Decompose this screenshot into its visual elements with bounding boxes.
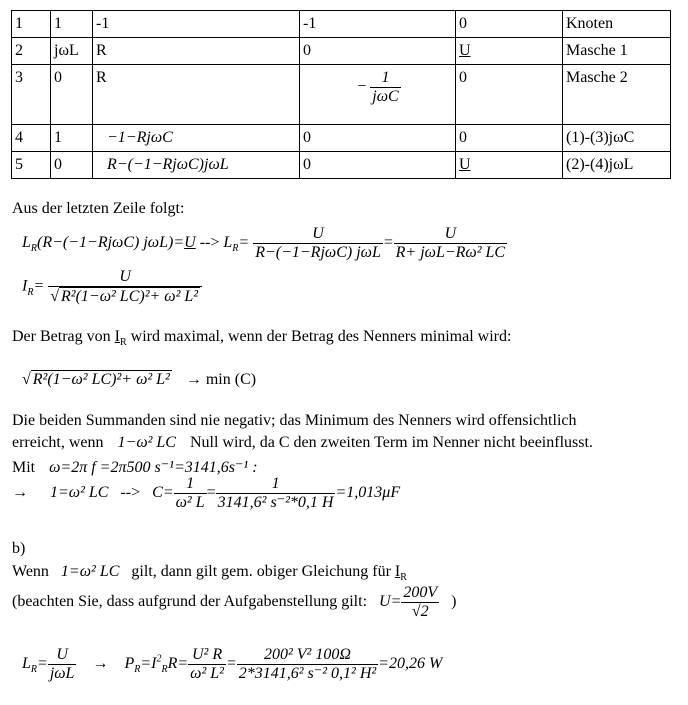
table-cell: 0	[51, 65, 93, 125]
fraction	[394, 225, 507, 262]
min-condition	[22, 370, 256, 389]
frac-den: ω² L	[175, 493, 205, 511]
frac-den: ω² L²	[190, 664, 224, 682]
fraction	[216, 475, 336, 512]
table-cell: -1	[93, 11, 300, 38]
eq-symbol: I	[22, 277, 28, 295]
text-expr: 1−ω² LC	[117, 434, 176, 451]
frac-num: 1	[174, 475, 207, 494]
table-cell	[300, 65, 456, 125]
text-expr: ω=2π f =2π500 s⁻¹=3141,6s⁻¹ :	[49, 459, 258, 476]
fraction	[174, 475, 207, 512]
sqrt-expr: R²(1−ω² LC)²+ ω² L²	[32, 371, 170, 388]
table-cell: R	[93, 65, 300, 125]
table-cell: 2	[12, 38, 51, 65]
table-cell: (2)-(4)jωL	[563, 152, 671, 179]
table-cell: R	[93, 38, 300, 65]
table-row	[12, 125, 671, 152]
table-cell: Masche 1	[563, 38, 671, 65]
eq-symbol: L	[22, 655, 31, 672]
eq-sub: R	[232, 243, 239, 255]
table-cell: Masche 2	[563, 65, 671, 125]
eq-part: =	[238, 234, 250, 251]
text-part: erreicht, wenn	[12, 434, 104, 451]
table-row	[12, 11, 671, 38]
eq-part: =	[206, 484, 216, 501]
paragraph-1	[12, 328, 512, 349]
equation-1	[22, 224, 507, 262]
frac-den: jωL	[49, 664, 75, 682]
text-part: gilt, dann gilt gem. obiger Gleichung für	[131, 563, 391, 580]
sqrt-expr: R²(1−ω² LC)²+ ω² L²	[61, 288, 199, 305]
equation-table	[11, 10, 671, 179]
text-part: Mit	[12, 459, 36, 476]
section-b-line-2	[12, 582, 456, 622]
text-part: wird maximal, wenn der Betrag des Nenners minimal wird:	[126, 328, 512, 345]
frac-den: R+ jωL−Rω² LC	[395, 243, 506, 261]
table-cell: (1)-(3)jωC	[563, 125, 671, 152]
frac-num: 200V	[403, 583, 438, 601]
section-b-label: b)	[12, 540, 26, 557]
eq-sub: R	[30, 664, 38, 676]
sqrt-icon: √	[22, 371, 31, 388]
frac-den: 2*3141,6² s⁻² 0,1² H²	[238, 664, 377, 682]
table-cell: 0	[51, 152, 93, 179]
table-cell: -1	[300, 11, 456, 38]
table-cell: 0	[300, 125, 456, 152]
text-part: (beachten Sie, dass aufgrund der Aufgabenstellung gilt:	[12, 593, 368, 610]
table-row	[12, 152, 671, 179]
frac-den: 3141,6² s⁻²*0,1 H	[217, 493, 334, 511]
eq-part: R=	[167, 655, 189, 672]
fraction	[237, 646, 378, 683]
eq-sub: R	[134, 664, 141, 676]
eq-part: =	[382, 234, 394, 251]
frac-num: 1	[216, 475, 336, 494]
arrow: -->	[199, 234, 220, 251]
fraction	[48, 646, 77, 683]
section-b-line-1	[12, 563, 407, 584]
fraction	[48, 268, 202, 306]
min-text: → min (C)	[185, 371, 257, 388]
frac-num: U	[48, 646, 77, 665]
text-part: )	[451, 593, 457, 610]
table-row	[12, 65, 671, 125]
table-cell: 0	[300, 152, 456, 179]
eq-part: =	[33, 277, 45, 295]
table-cell: −1−RjωC	[93, 125, 300, 152]
table-cell: 0	[456, 65, 563, 125]
frac-num: 200² V² 100Ω	[237, 646, 378, 665]
frac-num: 1	[370, 69, 400, 88]
eq-part: C=	[152, 484, 174, 501]
table-cell: 3	[12, 65, 51, 125]
fraction	[253, 225, 383, 262]
table-row	[12, 38, 671, 65]
arrow: -->	[120, 484, 141, 501]
table-cell: jωL	[51, 38, 93, 65]
paragraph-2-line-1: Die beiden Summanden sind nie negativ; das Minimum des Nenners wird offensichtlich	[12, 412, 577, 429]
table-cell: 0	[456, 11, 563, 38]
arrow: →	[12, 484, 28, 501]
text-sub: R	[400, 572, 407, 584]
result-value: =20,26 W	[378, 655, 443, 672]
text-sub: R	[119, 337, 127, 349]
frac-den: R−(−1−RjωC) jωL	[255, 243, 381, 261]
table-cell: 5	[12, 152, 51, 179]
eq-part: =	[225, 655, 237, 672]
table-cell: 0	[300, 38, 456, 65]
eq-part: (R−(−1−RjωC) jωL)=	[37, 234, 185, 251]
table-cell: 1	[51, 11, 93, 38]
frac-num: U	[394, 225, 507, 244]
eq-part: U=	[379, 593, 402, 610]
text-expr: 1=ω² LC	[60, 563, 120, 580]
fraction	[401, 584, 439, 621]
text-part: I	[394, 563, 401, 580]
eq-sub: R	[27, 286, 34, 298]
equation-2	[22, 268, 202, 306]
table-cell: 0	[456, 125, 563, 152]
fraction	[188, 646, 226, 683]
eq-symbol: P	[124, 655, 135, 672]
fraction	[370, 69, 400, 106]
table-cell: U	[456, 152, 563, 179]
paragraph-2-line-2	[12, 434, 593, 452]
text-part: I	[114, 328, 120, 345]
eq-sub: R	[30, 243, 38, 255]
table-cell: U	[456, 38, 563, 65]
table-cell: 1	[12, 11, 51, 38]
intro-text: Aus der letzten Zeile folgt:	[12, 200, 185, 217]
frac-sign: −	[357, 78, 367, 96]
table-cell: 4	[12, 125, 51, 152]
result-c	[12, 474, 400, 512]
result-value: =1,013μF	[335, 484, 401, 501]
frac-num: U	[48, 268, 202, 287]
eq-sub: R	[161, 664, 168, 676]
table-cell: Knoten	[563, 11, 671, 38]
eq-part: 1=ω² LC	[50, 484, 109, 501]
text-part: Wenn	[12, 563, 49, 580]
frac-den: √ R²(1−ω² LC)²+ ω² L²	[50, 288, 199, 305]
frac-den: jωC	[372, 88, 399, 105]
arrow: →	[92, 655, 109, 672]
frac-num: U	[253, 225, 383, 244]
eq-part: =I	[140, 655, 157, 672]
eq-part: =	[37, 655, 48, 672]
text-part: Null wird, da C den zweiten Term im Nenner nicht beeinflusst.	[189, 434, 593, 451]
final-equations	[22, 644, 442, 684]
table-cell: 1	[51, 125, 93, 152]
table-cell: R−(−1−RjωC)jωL	[93, 152, 300, 179]
text-part: Der Betrag von	[12, 328, 115, 345]
eq-symbol: L	[22, 234, 31, 251]
frac-den: √2	[411, 602, 429, 620]
eq-sup: 2	[156, 653, 162, 665]
eq-symbol: L	[223, 234, 233, 251]
frac-num: U² R	[188, 646, 226, 665]
eq-part: U	[184, 234, 196, 251]
